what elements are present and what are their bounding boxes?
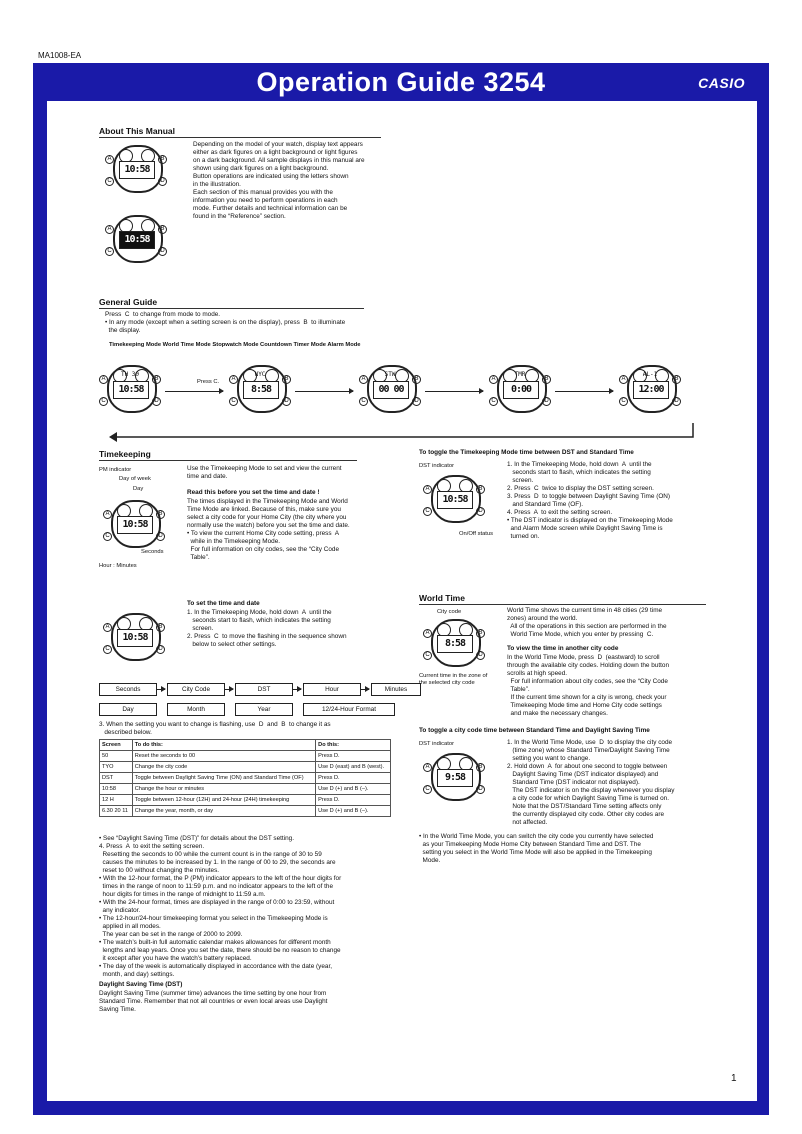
note-line: lengths and leap years. Once you set the date, there should be no reason to change	[99, 947, 341, 954]
mode-display: 0:00	[503, 381, 539, 399]
world-toggle-heading: To toggle a city code time between Standard Time and Daylight Saving Time	[419, 727, 650, 734]
flow-box: City Code	[167, 683, 225, 696]
world-toggle-line: Daylight Saving Time (DST indicator displayed) and	[507, 771, 659, 778]
about-line: Each section of this manual provides you with the	[193, 189, 333, 196]
brand-logo: CASIO	[698, 75, 745, 91]
note-line: • With the 24-hour format, times are displayed in the range of 0:00 to 23:59, without	[99, 899, 335, 906]
mode-display: 8:58	[243, 381, 279, 399]
set-heading: To set the time and date	[187, 600, 260, 607]
table-cell: 12 H	[100, 795, 133, 806]
world-dst-watch: 9:58 A B C D	[423, 751, 485, 799]
table-cell: Use D (east) and B (west).	[316, 762, 391, 773]
world-toggle-line: setting you want to change.	[507, 755, 591, 762]
mode-label: AL-1	[642, 371, 658, 378]
flow-box: Minutes	[371, 683, 421, 696]
about-line: on a dark background. All sample displays in this manual are	[193, 157, 365, 164]
set-line: below to select other settings.	[187, 641, 277, 648]
setting-watch: 10:58 A B C D	[103, 611, 165, 659]
day-of-week-label: Day of week	[119, 476, 151, 482]
page-number: 1	[731, 1073, 737, 1084]
note-line: it except after you have the watch’s battery replaced.	[99, 955, 252, 962]
page-frame	[33, 63, 769, 1115]
table-cell: Change the hour or minutes	[132, 784, 315, 795]
about-line: shown using dark figures on a light background.	[193, 165, 329, 172]
table-cell: 6.30 20 11	[100, 806, 133, 817]
flow-box: Year	[235, 703, 293, 716]
table-cell: Press D.	[316, 795, 391, 806]
mode-watch: A B C D TMR 0:00	[489, 363, 551, 411]
about-line: found in the “Reference” section.	[193, 213, 286, 220]
world-heading: World Time	[419, 593, 706, 605]
toggle-dst-line: 1. In the Timekeeping Mode, hold down A until the	[507, 461, 652, 468]
mode-display: 00 00	[373, 381, 409, 399]
read-line: • To view the current Home City code setting, press A	[187, 530, 340, 537]
onoff-label: On/Off status	[459, 531, 494, 537]
world-dst-indicator-label: DST indicator	[419, 741, 455, 747]
about-line: either as dark figures on a light background or light figures	[193, 149, 358, 156]
flow-box: Seconds	[99, 683, 157, 696]
hour-minutes-label: Hour : Minutes	[99, 563, 137, 569]
step3-text	[99, 721, 399, 737]
timekeeping-watch: 10:58 A B C D	[103, 498, 165, 546]
mode-watch: A B C D NYC 8:58	[229, 363, 291, 411]
toggle-dst-line: • The DST indicator is displayed on the Timekeeping Mode	[507, 517, 673, 524]
note-line: • The day of the week is automatically displayed in accordance with the date (year,	[99, 963, 333, 970]
table-row	[100, 784, 391, 795]
mode-label: TH 30	[120, 371, 140, 378]
table-cell: TYO	[100, 762, 133, 773]
table-cell: 10:58	[100, 784, 133, 795]
world-intro	[507, 607, 717, 639]
mode-arrow	[425, 391, 483, 392]
world-intro-line: World Time shows the current time in 48 cities (29 time	[507, 607, 663, 614]
note-line: reset to 00 without changing the minutes.	[99, 867, 220, 874]
world-view-line: Table”.	[507, 686, 530, 693]
note-line: Resetting the seconds to 00 while the current count is in the range of 30 to 59	[99, 851, 322, 858]
table-cell: Change the city code	[132, 762, 315, 773]
mode-watch: A B C D STW 00 00	[359, 363, 421, 411]
watch-illustration-light: 10:58 A B C D	[105, 143, 167, 191]
city-code-label: City code	[437, 609, 462, 615]
table-row	[100, 806, 391, 817]
toggle-dst-line: 2. Press C twice to display the DST setting screen.	[507, 485, 654, 492]
zone-label	[419, 673, 487, 687]
table-cell: DST	[100, 773, 133, 784]
world-view-line: Timekeeping Mode time and Home City code settings	[507, 702, 662, 709]
timekeeping-notes	[99, 835, 404, 979]
step3-line: described below.	[99, 729, 152, 736]
pm-indicator-label: PM indicator	[99, 467, 132, 473]
flow-box: Day	[99, 703, 157, 716]
read-line: The times displayed in the Timekeeping Mode and World	[187, 498, 348, 505]
world-toggle-line: Standard Time (DST indicator not displayed).	[507, 779, 640, 786]
note-line: any indicator.	[99, 907, 141, 914]
world-view-line: and make the necessary changes.	[507, 710, 608, 717]
table-row	[100, 751, 391, 762]
table-cell: Reset the seconds to 00	[132, 751, 315, 762]
world-toggle-line: Note that the DST/Standard Time setting affects only	[507, 803, 662, 810]
note-line: • The watch’s built-in full automatic calendar makes allowances for different month	[99, 939, 331, 946]
note-line: The year can be set in the range of 2000 to 2099.	[99, 931, 243, 938]
dst-text	[99, 990, 399, 1014]
press-c-label: Press C.	[197, 379, 220, 385]
toggle-dst-heading: To toggle the Timekeeping Mode time between DST and Standard Time	[419, 449, 634, 456]
read-line: normally use the watch) before you set the time and date.	[187, 522, 350, 529]
mode-display: 12:00	[633, 381, 669, 399]
world-view-line: For full information about city codes, see the “City Code	[507, 678, 668, 685]
mode-watch: A B C D AL-1 12:00	[619, 363, 681, 411]
flow-arrow	[293, 689, 301, 690]
world-note	[419, 833, 719, 865]
toggle-dst-line: 3. Press D to toggle between Daylight Saving Time (ON)	[507, 493, 671, 500]
note-line: • With the 12-hour format, the P (PM) indicator appears to the left of the hour digits for	[99, 875, 342, 882]
table-cell: 50	[100, 751, 133, 762]
note-line: times in the range of noon to 11:59 p.m. and no indicator appears to the left of the	[99, 883, 334, 890]
set-text	[187, 609, 392, 649]
world-note-line: as your Timekeeping Mode Home City between Standard Time and DST. The	[419, 841, 641, 848]
read-line: while in the Timekeeping Mode.	[187, 538, 281, 545]
toggle-dst-text	[507, 461, 707, 541]
table-cell: Press D.	[316, 751, 391, 762]
zone-line: the selected city code	[419, 680, 475, 686]
flow-box: DST	[235, 683, 293, 696]
flow-box: Hour	[303, 683, 361, 696]
dst-heading: Daylight Saving Time (DST)	[99, 981, 183, 988]
about-line: Button operations are indicated using the letters shown	[193, 173, 349, 180]
toggle-dst-line: 4. Press A to exit the setting screen.	[507, 509, 613, 516]
world-note-line: • In the World Time Mode, you can switch the city code you currently have selected	[419, 833, 654, 840]
read-heading: Read this before you set the time and date !	[187, 489, 320, 496]
mode-label: TMR	[514, 371, 526, 378]
zone-line: Current time in the zone of	[419, 673, 488, 679]
world-view-line: In the World Time Mode, press D (eastward) to scroll	[507, 654, 660, 661]
mode-label: STW	[384, 371, 396, 378]
world-toggle-line: a city code for which Daylight Saving Time is turned on.	[507, 795, 669, 802]
world-note-line: setting you select in the World Time Mode will also be applied in the Timekeeping	[419, 849, 652, 856]
general-line: Press C to change from mode to mode.	[105, 311, 221, 318]
mode-display: 10:58	[113, 381, 149, 399]
set-line: seconds start to flash, which indicates the setting	[187, 617, 331, 624]
about-line: Depending on the model of your watch, display text appears	[193, 141, 363, 148]
world-intro-line: All of the operations in this section are performed in the	[507, 623, 667, 630]
toggle-dst-line: and Standard Time (OF).	[507, 501, 584, 508]
about-text	[193, 141, 403, 221]
world-toggle-line: 1. In the World Time Mode, use D to display the city code	[507, 739, 673, 746]
table-header: Do this:	[316, 740, 391, 751]
mode-arrow	[555, 391, 613, 392]
intro-line: time and date.	[187, 473, 228, 480]
mode-label: NYC	[254, 371, 266, 378]
watch-illustration-dark: 10:58 A B C D	[105, 213, 167, 261]
flow-box: Month	[167, 703, 225, 716]
flow-arrow	[157, 689, 165, 690]
world-toggle-line: the currently displayed city code. Other city codes are	[507, 811, 664, 818]
note-line: 4. Press A to exit the setting screen.	[99, 843, 205, 850]
table-cell: Toggle between Daylight Saving Time (ON) and Standard Time (OF)	[132, 773, 315, 784]
world-toggle-line: (time zone) whose Standard Time/Daylight Saving Time	[507, 747, 670, 754]
world-toggle-line: 2. Hold down A for about one second to toggle between	[507, 763, 668, 770]
set-line: 2. Press C to move the flashing in the sequence shown	[187, 633, 347, 640]
note-line: • The 12-hour/24-hour timekeeping format you select in the Timekeeping Mode is	[99, 915, 328, 922]
table-row	[100, 795, 391, 806]
mode-watch: A B C D TH 30 10:58	[99, 363, 161, 411]
modes-line: Timekeeping Mode World Time Mode Stopwatch Mode Countdown Timer Mode Alarm Mode	[109, 342, 361, 348]
about-line: in the illustration.	[193, 181, 241, 188]
about-line: information you need to perform operations in each	[193, 197, 338, 204]
read-text	[187, 498, 392, 562]
world-intro-line: World Time Mode, which you enter by pressing C.	[507, 631, 654, 638]
setting-table	[99, 739, 391, 817]
timekeeping-heading: Timekeeping	[99, 449, 357, 461]
dst-watch: 10:58 A B C D	[423, 473, 485, 521]
page-title: Operation Guide 3254	[256, 67, 546, 97]
note-line: hour digits for times in the range of midnight to 11:59 a.m.	[99, 891, 266, 898]
flow-arrow	[361, 689, 369, 690]
document-code: MA1008-EA	[38, 51, 82, 60]
set-line: screen.	[187, 625, 214, 632]
world-note-line: Mode.	[419, 857, 441, 864]
table-row	[100, 762, 391, 773]
view-heading: To view the time in another city code	[507, 645, 619, 652]
content-area	[47, 101, 757, 1101]
world-view-line: If the current time shown for a city is wrong, check your	[507, 694, 667, 701]
table-header: To do this:	[132, 740, 315, 751]
flow-arrow	[225, 689, 233, 690]
intro-line: Use the Timekeeping Mode to set and view the current	[187, 465, 342, 472]
toggle-dst-line: turned on.	[507, 533, 540, 540]
general-text	[105, 311, 405, 335]
note-line: applied in all modes.	[99, 923, 161, 930]
world-toggle-text	[507, 739, 717, 827]
table-cell: Press D.	[316, 773, 391, 784]
toggle-dst-line: screen.	[507, 477, 534, 484]
note-line: • See “Daylight Saving Time (DST)” for details about the DST setting.	[99, 835, 294, 842]
general-line: • In any mode (except when a setting screen is on the display), press B to illuminate	[105, 319, 346, 326]
table-cell: Use D (+) and B (–).	[316, 784, 391, 795]
read-line: For full information on city codes, see the “City Code	[187, 546, 340, 553]
flow-box: 12/24-Hour Format	[303, 703, 395, 716]
table-header: Screen	[100, 740, 133, 751]
day-label: Day	[133, 486, 144, 492]
general-heading: General Guide	[99, 297, 364, 309]
read-line: Table”.	[187, 554, 210, 561]
return-arrow	[107, 421, 707, 447]
mode-arrow	[165, 391, 223, 392]
mode-arrow	[295, 391, 353, 392]
read-line: Time Mode are linked. Because of this, make sure you	[187, 506, 341, 513]
seconds-label: Seconds	[141, 549, 164, 555]
world-view-line: scrolls at high speed.	[507, 670, 568, 677]
note-line: causes the minutes to be increased by 1. In the range of 00 to 29, the seconds are	[99, 859, 336, 866]
table-cell: Toggle between 12-hour (12H) and 24-hour (24H) timekeeping	[132, 795, 315, 806]
dst-indicator-label: DST indicator	[419, 463, 455, 469]
step3-line: 3. When the setting you want to change is flashing, use D and B to change it as	[99, 721, 331, 728]
toggle-dst-line: and Alarm Mode screen while Daylight Saving Time is	[507, 525, 663, 532]
dst-line: Daylight Saving Time (summer time) advances the time setting by one hour from	[99, 990, 327, 997]
set-line: 1. In the Timekeeping Mode, hold down A until the	[187, 609, 332, 616]
note-line: month, and day) settings.	[99, 971, 175, 978]
toggle-dst-line: seconds start to flash, which indicates the setting	[507, 469, 651, 476]
dst-line: Standard Time. Remember that not all countries or even local areas use Daylight	[99, 998, 328, 1005]
view-text	[507, 654, 717, 718]
table-cell: Change the year, month, or day	[132, 806, 315, 817]
world-toggle-line: The DST indicator is on the display whenever you display	[507, 787, 675, 794]
table-row	[100, 773, 391, 784]
world-watch: 8:58 A B C D	[423, 617, 485, 665]
about-heading: About This Manual	[99, 126, 381, 138]
world-view-line: through the available city codes. Holding down the button	[507, 662, 670, 669]
dst-line: Saving Time.	[99, 1006, 136, 1013]
timekeeping-intro	[187, 465, 387, 481]
general-line: the display.	[105, 327, 141, 334]
read-line: select a city code for your Home City (the city where you	[187, 514, 347, 521]
world-toggle-line: not affected.	[507, 819, 548, 826]
world-intro-line: zones) around the world.	[507, 615, 578, 622]
table-cell: Use D (+) and B (–).	[316, 806, 391, 817]
about-line: mode. Further details and technical information can be	[193, 205, 348, 212]
